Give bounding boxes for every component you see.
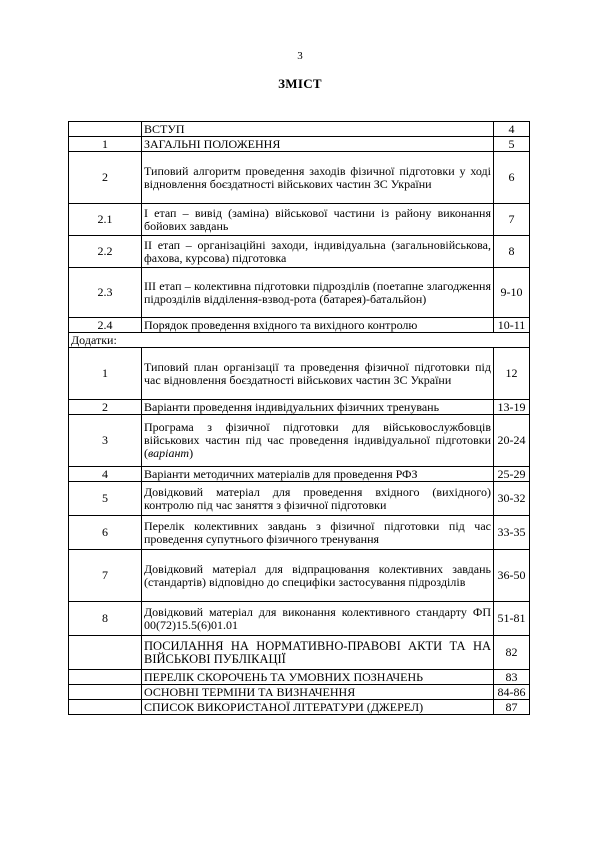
toc-row — [69, 268, 530, 318]
toc-row-text: ЗАГАЛЬНІ ПОЛОЖЕННЯ — [142, 137, 494, 152]
appendix-page: 33-35 — [494, 516, 530, 550]
table-of-contents — [68, 121, 530, 715]
appendix-number: 6 — [69, 516, 142, 550]
toc-row — [69, 236, 530, 268]
closing-text: ОСНОВНІ ТЕРМІНИ ТА ВИЗНАЧЕННЯ — [142, 685, 494, 700]
appendix-text: Типовий план організації та проведення фізичної підготовки під час відновлення боєздатності військових частин ЗС України — [142, 348, 494, 400]
closing-page: 83 — [494, 670, 530, 685]
appendix-row — [69, 550, 530, 602]
toc-row-page: 9-10 — [494, 268, 530, 318]
appendix-row — [69, 482, 530, 516]
page-title: ЗМІСТ — [278, 76, 322, 91]
closing-row — [69, 670, 530, 685]
appendix-row — [69, 467, 530, 482]
closing-number-empty — [69, 670, 142, 685]
closing-page: 84-86 — [494, 685, 530, 700]
closing-number-empty — [69, 636, 142, 670]
appendix-text: Довідковий матеріал для виконання колективного стандарту ФП 00(72)15.5(6)01.01 — [142, 602, 494, 636]
appendix-page: 20-24 — [494, 415, 530, 467]
appendix-text-end: ) — [189, 446, 194, 460]
toc-row — [69, 137, 530, 152]
appendix-number-value: 3 — [102, 433, 108, 447]
appendix-row — [69, 516, 530, 550]
appendix-number: 1 — [69, 348, 142, 400]
closing-page: 82 — [494, 636, 530, 670]
closing-row — [69, 636, 530, 670]
appendix-text-main: Програма з фізичної підготовки для військовослужбовців військових частин під час проведення індивідуальної підготовки ( — [144, 420, 491, 460]
closing-number-empty — [69, 700, 142, 715]
toc-row-number: 2.1 — [69, 204, 142, 236]
appendix-text — [142, 415, 494, 467]
toc-row-number — [69, 122, 142, 137]
closing-number-empty — [69, 685, 142, 700]
appendix-page: 13-19 — [494, 400, 530, 415]
closing-text: ПОСИЛАННЯ НА НОРМАТИВНО-ПРАВОВІ АКТИ ТА НА ВІЙСЬКОВІ ПУБЛІКАЦІЇ — [142, 636, 494, 670]
appendix-page: 30-32 — [494, 482, 530, 516]
toc-row-number: 2.3 — [69, 268, 142, 318]
appendix-text: Перелік колективних завдань з фізичної підготовки під час проведення супутнього фізичного тренування — [142, 516, 494, 550]
toc-row-page: 5 — [494, 137, 530, 152]
appendix-label: Додатки: — [69, 333, 530, 348]
toc-row-page: 6 — [494, 152, 530, 204]
closing-row — [69, 685, 530, 700]
toc-row-text: I етап – вивід (заміна) військової частини із району виконання бойових завдань — [142, 204, 494, 236]
appendix-number: 2 — [69, 400, 142, 415]
toc-row-page: 10-11 — [494, 318, 530, 333]
toc-row — [69, 318, 530, 333]
closing-text: СПИСОК ВИКОРИСТАНОЇ ЛІТЕРАТУРИ (ДЖЕРЕЛ) — [142, 700, 494, 715]
appendix-page: 36-50 — [494, 550, 530, 602]
appendix-row — [69, 400, 530, 415]
closing-row — [69, 700, 530, 715]
toc-row-text: III етап – колективна підготовки підрозділів (поетапне злагодження підрозділів відділення-взвод-рота (батарея)-батальйон) — [142, 268, 494, 318]
appendix-row — [69, 602, 530, 636]
closing-text: ПЕРЕЛІК СКОРОЧЕНЬ ТА УМОВНИХ ПОЗНАЧЕНЬ — [142, 670, 494, 685]
appendix-row — [69, 348, 530, 400]
toc-row-number: 2.2 — [69, 236, 142, 268]
toc-row-page: 4 — [494, 122, 530, 137]
appendix-text: Довідковий матеріал для відпрацювання колективних завдань (стандартів) відповідно до специфіки застосування підрозділів — [142, 550, 494, 602]
appendix-number: 4 — [69, 467, 142, 482]
toc-row — [69, 122, 530, 137]
appendix-text-italic: варіант — [148, 446, 190, 460]
toc-row-text: Типовий алгоритм проведення заходів фізичної підготовки у ході відновлення боєздатності військових частин ЗС України — [142, 152, 494, 204]
closing-page: 87 — [494, 700, 530, 715]
toc-row-page: 8 — [494, 236, 530, 268]
appendix-number — [69, 415, 142, 467]
toc-row-page: 7 — [494, 204, 530, 236]
appendix-number: 7 — [69, 550, 142, 602]
toc-row-text: Порядок проведення вхідного та вихідного контролю — [142, 318, 494, 333]
appendix-page: 25-29 — [494, 467, 530, 482]
appendix-text: Довідковий матеріал для проведення вхідного (вихідного) контролю під час заняття з фізичної підготовки — [142, 482, 494, 516]
appendix-row — [69, 415, 530, 467]
toc-row-text: ВСТУП — [142, 122, 494, 137]
appendix-number: 5 — [69, 482, 142, 516]
appendix-page: 12 — [494, 348, 530, 400]
appendix-number: 8 — [69, 602, 142, 636]
appendix-text: Варіанти методичних матеріалів для проведення РФЗ — [142, 467, 494, 482]
toc-row — [69, 204, 530, 236]
toc-row-text: II етап – організаційні заходи, індивідуальна (загальновійськова, фахова, курсова) підготовка — [142, 236, 494, 268]
appendix-header-row — [69, 333, 530, 348]
toc-row-number: 2.4 — [69, 318, 142, 333]
appendix-page: 51-81 — [494, 602, 530, 636]
toc-row-number: 1 — [69, 137, 142, 152]
toc-row-number: 2 — [69, 152, 142, 204]
page-number: 3 — [297, 50, 303, 62]
toc-row — [69, 152, 530, 204]
appendix-text: Варіанти проведення індивідуальних фізичних тренувань — [142, 400, 494, 415]
